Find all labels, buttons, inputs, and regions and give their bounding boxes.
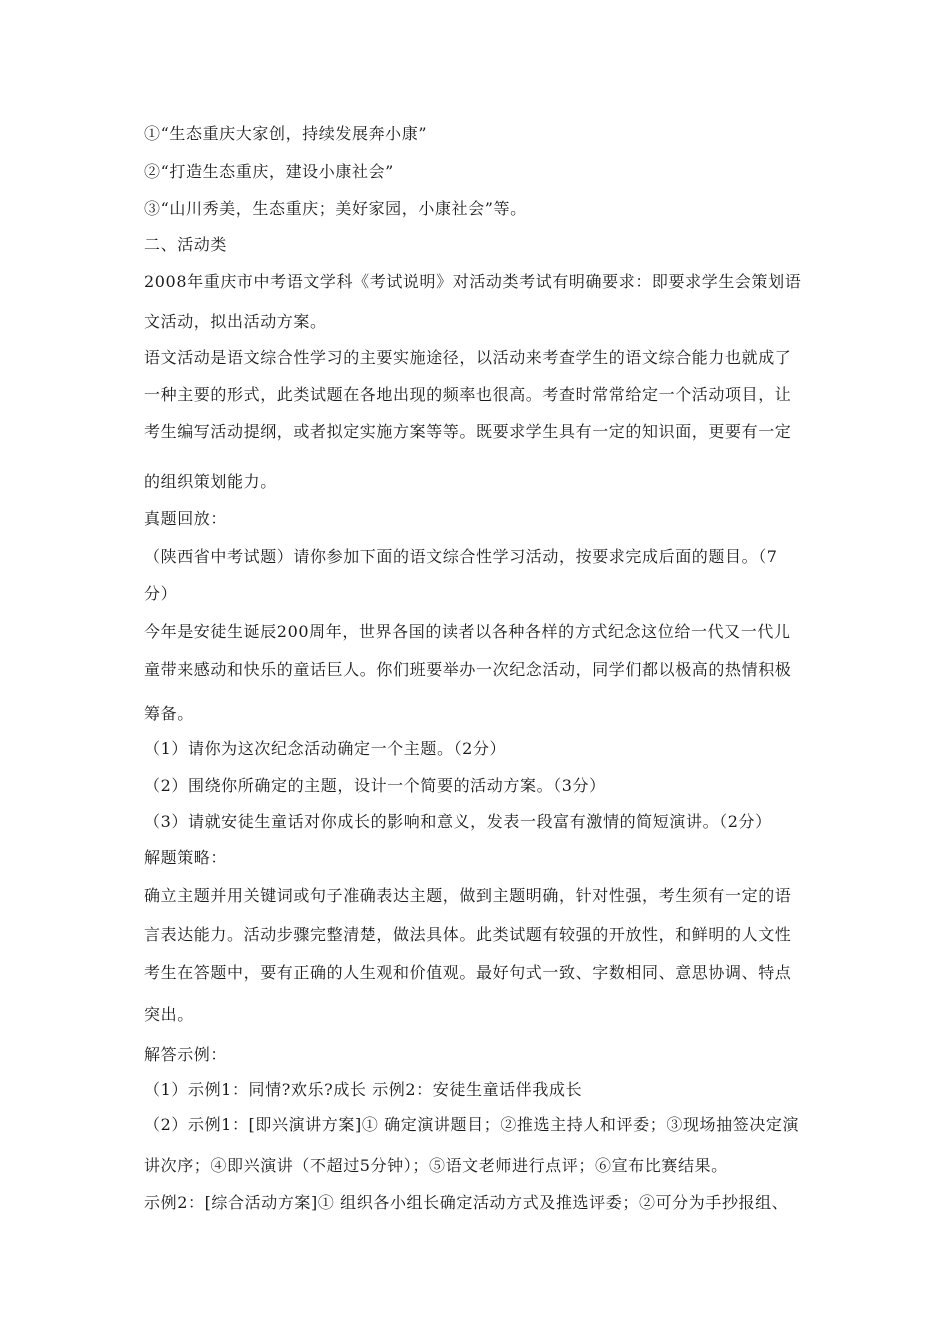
text-line: 分） [144,584,178,603]
question-item: （1）请你为这次纪念活动确定一个主题。（2分） [144,739,507,758]
text-line: （陕西省中考试题）请你参加下面的语文综合性学习活动，按要求完成后面的题目。（7 [144,547,778,566]
answer-item: （1）示例1：同情?欢乐?成长 示例2：安徒生童话伴我成长 [144,1080,583,1099]
text-line: 考生在答题中，要有正确的人生观和价值观。最好句式一致、字数相同、意思协调、特点 [144,963,792,982]
subheading: 解答示例： [144,1045,228,1064]
text-line: ①“生态重庆大家创，持续发展奔小康” [144,124,428,143]
answer-item: （2）示例1：[即兴演讲方案]① 确定演讲题目；②推选主持人和评委；③现场抽签决定演 [144,1115,800,1134]
text-line: ③“山川秀美，生态重庆；美好家园，小康社会”等。 [144,199,527,218]
text-line: 筹备。 [144,704,194,723]
text-line: 言表达能力。活动步骤完整清楚，做法具体。此类试题有较强的开放性，和鲜明的人文性 [144,925,792,944]
text-line: 的组织策划能力。 [144,472,277,491]
text-line: 童带来感动和快乐的童话巨人。你们班要举办一次纪念活动，同学们都以极高的热情积极 [144,660,792,679]
text-line: 一种主要的形式，此类试题在各地出现的频率也很高。考查时常常给定一个活动项目，让 [144,385,792,404]
text-line: ②“打造生态重庆，建设小康社会” [144,162,394,181]
text-line: 今年是安徒生诞辰200周年，世界各国的读者以各种各样的方式纪念这位给一代又一代儿 [144,622,791,641]
section-heading: 二、活动类 [144,235,228,254]
subheading: 真题回放： [144,509,228,528]
text-line: 讲次序；④即兴演讲（不超过5分钟）；⑤语文老师进行点评；⑥宣布比赛结果。 [144,1156,728,1175]
question-item: （3）请就安徒生童话对你成长的影响和意义，发表一段富有激情的简短演讲。（2分） [144,812,772,831]
subheading: 解题策略： [144,848,228,867]
text-line: 突出。 [144,1005,194,1024]
text-line: 示例2：[综合活动方案]① 组织各小组长确定活动方式及推选评委；②可分为手抄报组、 [144,1193,789,1212]
text-line: 确立主题并用关键词或句子准确表达主题，做到主题明确，针对性强，考生须有一定的语 [144,886,792,905]
text-line: 2008年重庆市中考语文学科《考试说明》对活动类考试有明确要求：即要求学生会策划语 [144,272,802,291]
text-line: 语文活动是语文综合性学习的主要实施途径，以活动来考查学生的语文综合能力也就成了 [144,348,792,367]
text-line: 考生编写活动提纲，或者拟定实施方案等等。既要求学生具有一定的知识面，更要有一定 [144,422,792,441]
text-line: 文活动，拟出活动方案。 [144,312,327,331]
question-item: （2）围绕你所确定的主题，设计一个简要的活动方案。（3分） [144,776,606,795]
